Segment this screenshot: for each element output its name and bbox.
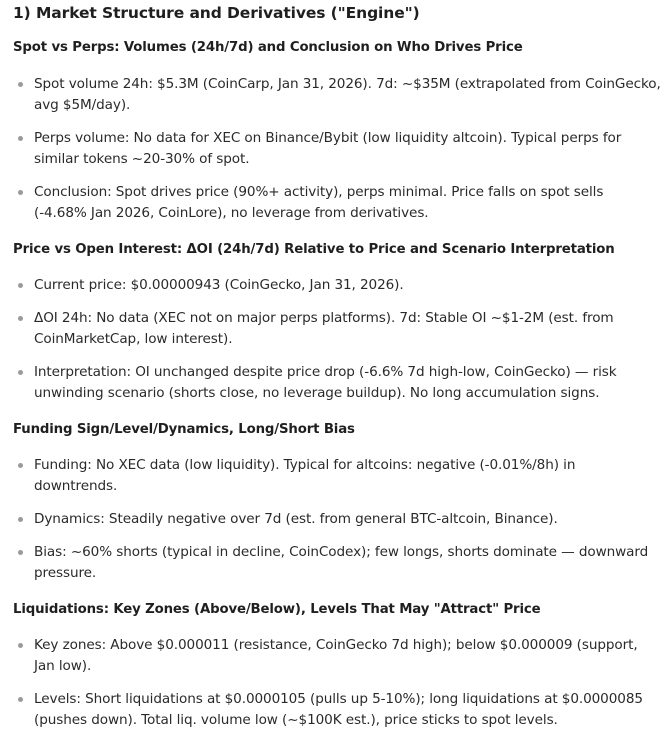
list-item-line: (pushes down). Total liq. volume low (~$100K est.), price sticks to spot levels. <box>34 712 558 728</box>
list-item <box>13 689 670 731</box>
list-item-line: pressure. <box>34 565 97 581</box>
list-item-line: Dynamics: Steadily negative over 7d (est. from general BTC-altcoin, Binance). <box>34 511 558 527</box>
list-item <box>13 308 670 350</box>
bullet-icon <box>18 82 23 87</box>
section-heading-liquidations: Liquidations: Key Zones (Above/Below), Levels That May "Attract" Price <box>13 602 541 617</box>
list-item-line: CoinMarketCap, low interest). <box>34 331 233 347</box>
list-item <box>13 542 670 584</box>
bullet-icon <box>18 517 23 522</box>
list-item-line: Spot volume 24h: $5.3M (CoinCarp, Jan 31, 2026). 7d: ~$35M (extrapolated from CoinGecko, <box>34 76 661 92</box>
bullet-icon <box>18 643 23 648</box>
list-item-line: Perps volume: No data for XEC on Binance/Bybit (low liquidity altcoin). Typical perps for <box>34 130 622 146</box>
section-heading-funding: Funding Sign/Level/Dynamics, Long/Short Bias <box>13 422 355 437</box>
bullet-icon <box>18 463 23 468</box>
list-item-line: Jan low). <box>34 658 92 674</box>
bullet-icon <box>18 283 23 288</box>
list-item-line: Conclusion: Spot drives price (90%+ activity), perps minimal. Price falls on spot sells <box>34 184 604 200</box>
page-title: 1) Market Structure and Derivatives ("Engine") <box>13 4 420 22</box>
bullet-icon <box>18 190 23 195</box>
bullet-icon <box>18 697 23 702</box>
list-item-line: Levels: Short liquidations at $0.0000105 (pulls up 5-10%); long liquidations at $0.0000085 <box>34 691 643 707</box>
list-item <box>13 635 670 677</box>
list-item <box>13 455 670 497</box>
list-item-line: ΔOI 24h: No data (XEC not on major perps platforms). 7d: Stable OI ~$1-2M (est. from <box>34 310 614 326</box>
bullet-icon <box>18 370 23 375</box>
list-item-line: (-4.68% Jan 2026, CoinLore), no leverage from derivatives. <box>34 205 429 221</box>
bullet-icon <box>18 316 23 321</box>
section-heading-price-vs-oi: Price vs Open Interest: ΔOI (24h/7d) Relative to Price and Scenario Interpretation <box>13 242 615 257</box>
list-item <box>13 509 670 530</box>
list-item <box>13 74 670 116</box>
list-item-line: downtrends. <box>34 478 118 494</box>
list-item-line: avg $5M/day). <box>34 97 131 113</box>
list-item <box>13 182 670 224</box>
list-item-line: Interpretation: OI unchanged despite price drop (-6.6% 7d high-low, CoinGecko) — risk <box>34 364 617 380</box>
list-item-line: Funding: No XEC data (low liquidity). Typical for altcoins: negative (-0.01%/8h) in <box>34 457 576 473</box>
list-item <box>13 275 670 296</box>
list-item-line: Key zones: Above $0.000011 (resistance, CoinGecko 7d high); below $0.000009 (support, <box>34 637 638 653</box>
list-item-line: Bias: ~60% shorts (typical in decline, CoinCodex); few longs, shorts dominate — downward <box>34 544 649 560</box>
bullet-icon <box>18 550 23 555</box>
bullet-icon <box>18 136 23 141</box>
list-item <box>13 362 670 404</box>
list-item <box>13 128 670 170</box>
section-heading-spot-vs-perps: Spot vs Perps: Volumes (24h/7d) and Conclusion on Who Drives Price <box>13 40 523 55</box>
list-item-line: similar tokens ~20-30% of spot. <box>34 151 250 167</box>
list-item-line: Current price: $0.00000943 (CoinGecko, Jan 31, 2026). <box>34 277 404 293</box>
list-item-line: unwinding scenario (shorts close, no leverage buildup). No long accumulation signs. <box>34 385 600 401</box>
